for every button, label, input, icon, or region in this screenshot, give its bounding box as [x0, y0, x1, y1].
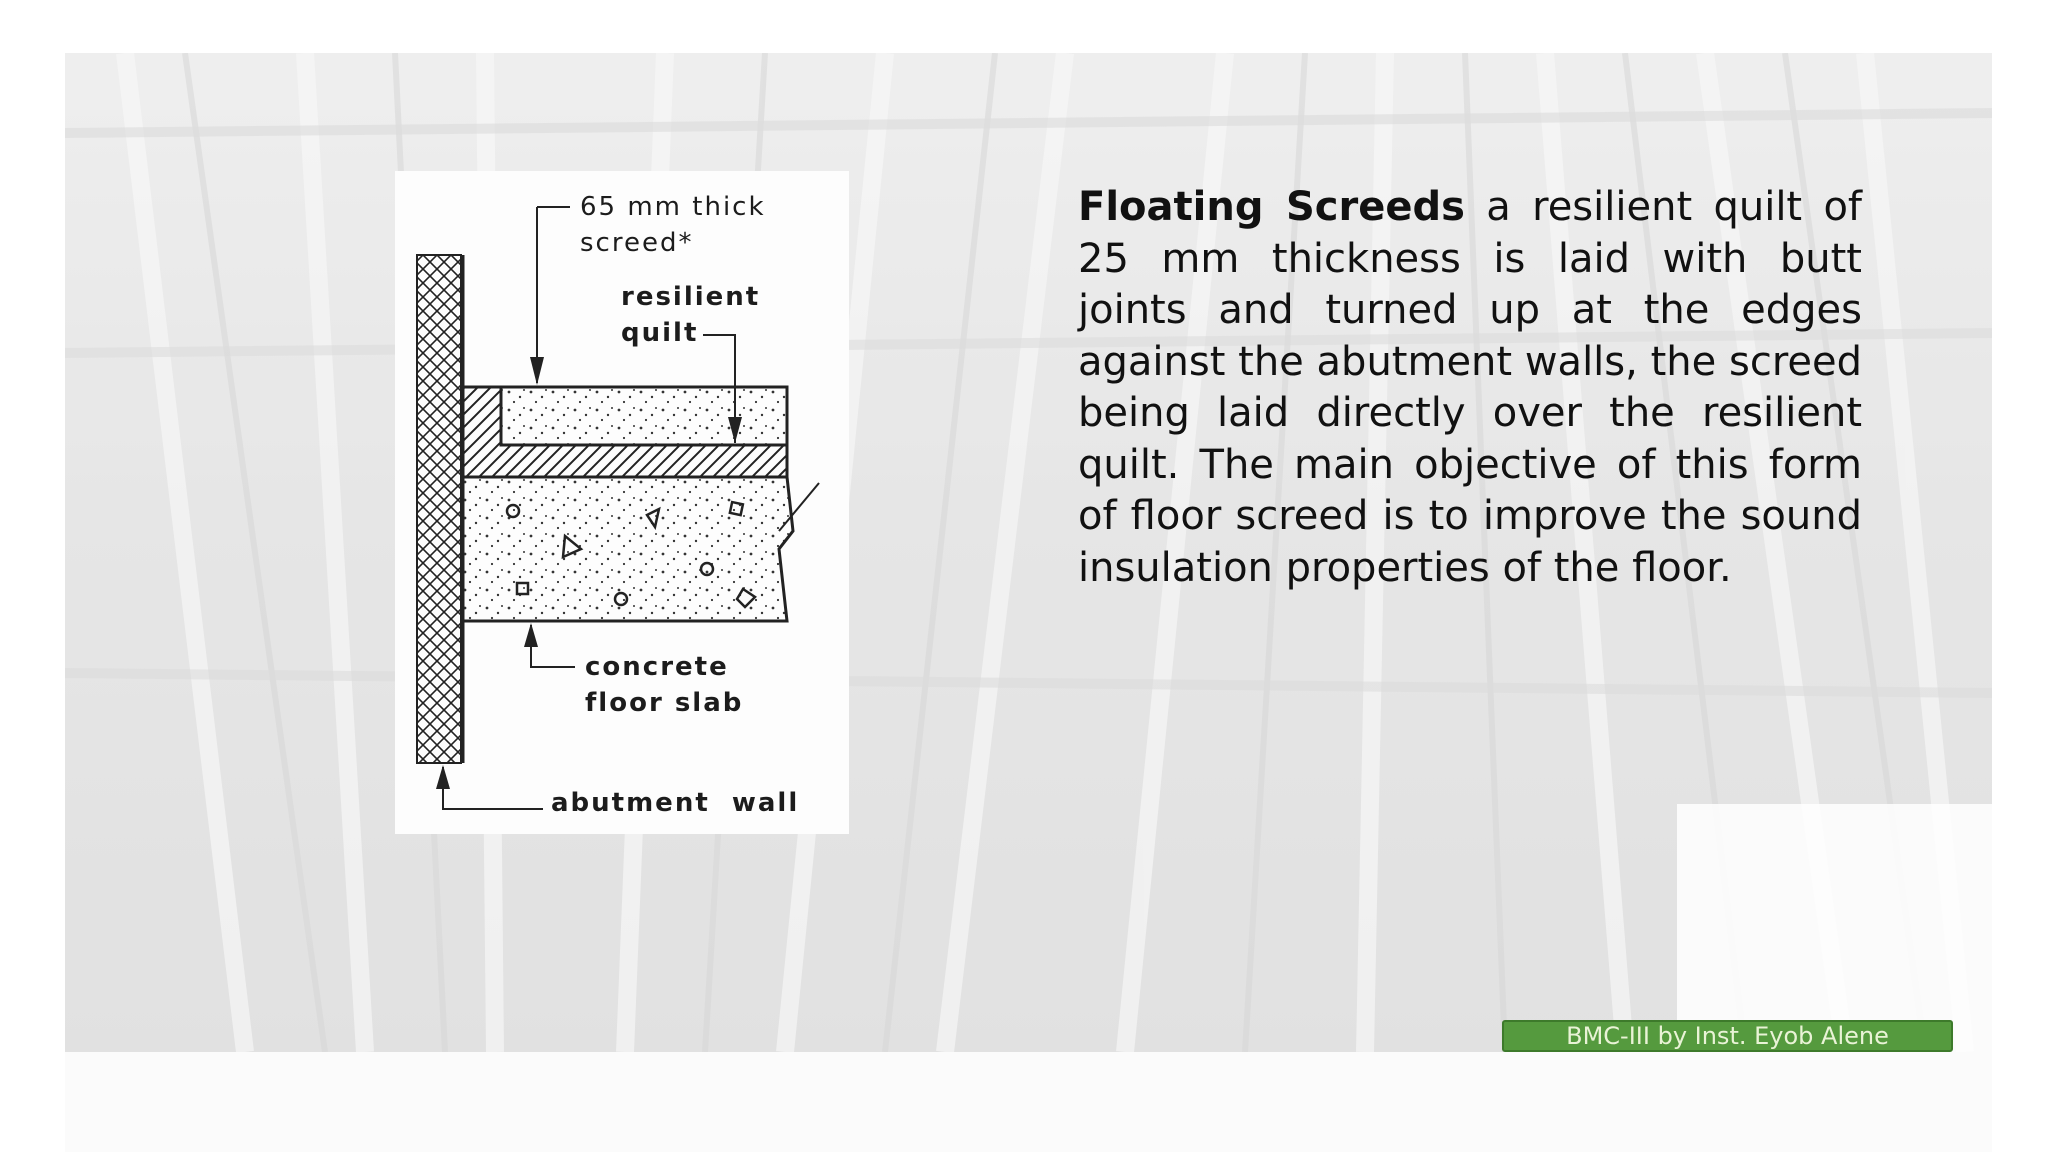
bottom-strip [65, 1052, 1992, 1152]
floating-screed-diagram [395, 171, 849, 834]
label-abutment-wall: abutment wall [551, 788, 800, 818]
term-heading: Floating Screeds [1078, 184, 1465, 230]
label-concrete-slab: concrete floor slab [585, 652, 744, 718]
screed-layer [501, 387, 787, 445]
footer-credit: BMC-III by Inst. Eyob Alene [1502, 1020, 1953, 1052]
screed-section-drawing [395, 171, 849, 834]
slide-body-text [1078, 182, 1862, 594]
white-overlay-patch [1677, 804, 1992, 1052]
abutment-wall [417, 255, 461, 763]
term-description: a resilient quilt of 25 mm thickness is laid with butt joints and turned up at the edges against the abutment walls, the screed being laid directly over the resilient quilt. The main objective of this form of floor screed is to improve the sound insulation properties of the floor. [1078, 184, 1863, 591]
label-screed: 65 mm thick screed* [580, 192, 766, 258]
label-resilient-quilt: resilient quilt [621, 282, 761, 348]
